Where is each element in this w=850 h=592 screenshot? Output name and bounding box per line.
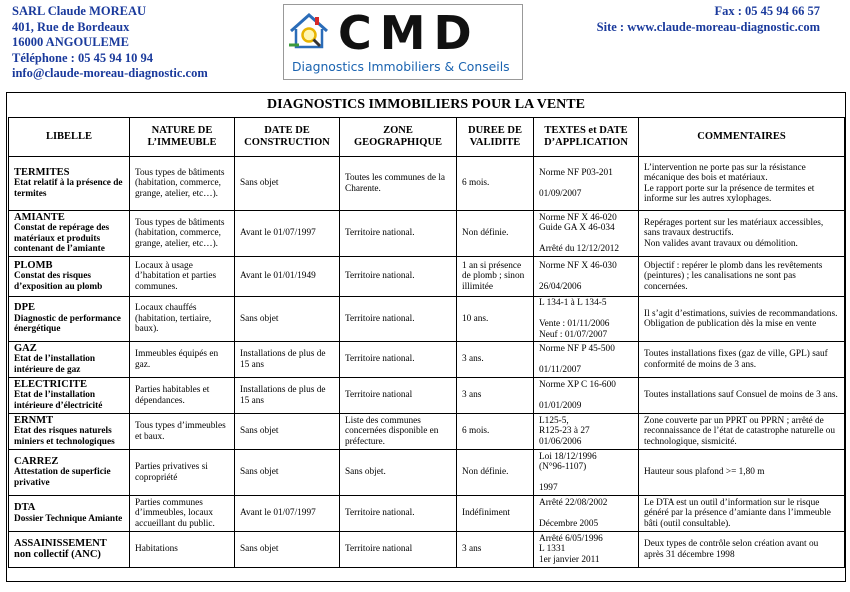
nature-text: Tous types de bâtiments (habitation, commerce, grange, atelier, etc…). xyxy=(135,217,225,249)
company-email: info@claude-moreau-diagnostic.com xyxy=(12,66,208,80)
comments-cell xyxy=(639,496,845,532)
commentaires-text: Hauteur sous plafond >= 1,80 m xyxy=(644,467,765,478)
construction-date-cell xyxy=(235,257,340,297)
building-type-cell xyxy=(130,496,235,532)
date-text: Avant le 01/07/1997 xyxy=(240,508,316,519)
diagnostic-label-cell xyxy=(9,414,130,450)
validity-cell xyxy=(457,378,534,414)
company-fax-site xyxy=(597,4,820,35)
diagnostics-table xyxy=(8,117,845,568)
validity-cell xyxy=(457,257,534,297)
company-name: SARL Claude MOREAU xyxy=(12,4,147,18)
diagnostic-name: DTA xyxy=(14,502,36,513)
duree-text: Non définie. xyxy=(462,467,509,478)
diagnostic-label-cell xyxy=(9,211,130,257)
nature-text: Tous types de bâtiments (habitation, commerce, grange, atelier, etc…). xyxy=(135,167,225,199)
comments-cell xyxy=(639,342,845,378)
legal-texts-cell xyxy=(534,257,639,297)
duree-text: Non définie. xyxy=(462,228,509,239)
date-text: Sans objet xyxy=(240,544,279,555)
date-text: Avant le 01/07/1997 xyxy=(240,228,316,239)
column-header: DUREE DE VALIDITE xyxy=(457,118,534,157)
validity-cell xyxy=(457,532,534,568)
company-website: Site : www.claude-moreau-diagnostic.com xyxy=(596,19,820,34)
validity-cell xyxy=(457,211,534,257)
legal-texts-cell xyxy=(534,496,639,532)
construction-date-cell xyxy=(235,496,340,532)
building-type-cell xyxy=(130,450,235,496)
nature-text: Parties privatives si copropriété xyxy=(135,462,208,483)
construction-date-cell xyxy=(235,378,340,414)
column-header: TEXTES et DATE D’APPLICATION xyxy=(534,118,639,157)
commentaires-text: Zone couverte par un PPRT ou PPRN ; arrêté de reconnaissance de l’état de catastrophe naturelle ou technologique, sismicité. xyxy=(644,415,836,447)
comments-cell xyxy=(639,378,845,414)
commentaires-text: L’intervention ne porte pas sur la résistance mécanique des bois et matériaux. Le rapport porte sur la présence de termites et informe sur les autres xylophages. xyxy=(644,162,815,204)
diagnostic-description: Etat de l’installation intérieure d’électricité xyxy=(14,390,103,411)
legal-texts-cell xyxy=(534,414,639,450)
diagnostic-label-cell xyxy=(9,532,130,568)
nature-text: Locaux à usage d’habitation et parties communes. xyxy=(135,260,217,292)
diagnostic-name: ERNMT xyxy=(14,414,54,426)
table-row xyxy=(9,157,845,211)
geographic-zone-cell xyxy=(340,211,457,257)
diagnostic-description: Etat de l’installation intérieure de gaz xyxy=(14,354,96,375)
commentaires-text: Toutes installations fixes (gaz de ville, GPL) sauf conformité de moins de 3 ans. xyxy=(644,349,828,370)
date-text: Sans objet xyxy=(240,467,279,478)
construction-date-cell xyxy=(235,450,340,496)
table-row xyxy=(9,378,845,414)
table-row xyxy=(9,496,845,532)
company-logo xyxy=(283,4,523,80)
house-magnifier-icon xyxy=(288,9,334,53)
legal-texts-cell xyxy=(534,342,639,378)
legal-texts-cell xyxy=(534,211,639,257)
textes-text: Loi 18/12/1996 (N°96-1107) 1997 xyxy=(539,451,597,493)
table-header-row xyxy=(9,118,845,157)
comments-cell xyxy=(639,414,845,450)
diagnostic-label-cell xyxy=(9,450,130,496)
textes-text: Norme NF X 46-020 Guide GA X 46-034 Arrêté du 12/12/2012 xyxy=(539,212,620,254)
date-text: Sans objet xyxy=(240,426,279,437)
commentaires-text: Il s’agit d’estimations, suivies de recommandations. Obligation de publication dès la mise en vente xyxy=(644,308,838,329)
duree-text: 1 an si présence de plomb ; sinon illimitée xyxy=(462,260,525,292)
construction-date-cell xyxy=(235,157,340,211)
building-type-cell xyxy=(130,342,235,378)
textes-text: Norme XP C 16-600 01/01/2009 xyxy=(539,379,616,411)
geographic-zone-cell xyxy=(340,342,457,378)
duree-text: 3 ans xyxy=(462,390,482,401)
date-text: Sans objet xyxy=(240,313,279,324)
commentaires-text: Deux types de contrôle selon création avant ou après 31 décembre 1998 xyxy=(644,539,819,560)
legal-texts-cell xyxy=(534,532,639,568)
nature-text: Tous types d’immeubles et baux. xyxy=(135,421,226,442)
validity-cell xyxy=(457,342,534,378)
validity-cell xyxy=(457,157,534,211)
nature-text: Immeubles équipés en gaz. xyxy=(135,349,219,370)
diagnostic-label-cell xyxy=(9,496,130,532)
table-row xyxy=(9,342,845,378)
company-fax: Fax : 05 45 94 66 57 xyxy=(714,4,820,18)
table-row xyxy=(9,450,845,496)
date-text: Avant le 01/01/1949 xyxy=(240,271,316,282)
textes-text: Arrêté 6/05/1996 L 1331 1er janvier 2011 xyxy=(539,533,603,565)
building-type-cell xyxy=(130,157,235,211)
diagnostic-description: Constat de repérage des matériaux et produits contenant de l’amiante xyxy=(14,223,110,254)
zone-text: Territoire national. xyxy=(345,228,415,239)
diagnostic-name: PLOMB xyxy=(14,259,53,271)
zone-text: Sans objet. xyxy=(345,467,386,478)
textes-text: L125-5, R125-23 à 27 01/06/2006 xyxy=(539,415,590,447)
validity-cell xyxy=(457,297,534,342)
zone-text: Toutes les communes de la Charente. xyxy=(345,173,446,194)
geographic-zone-cell xyxy=(340,297,457,342)
diagnostic-description: Etat des risques naturels miniers et technologiques xyxy=(14,426,115,447)
duree-text: 3 ans. xyxy=(462,354,484,365)
diagnostic-name: CARREZ xyxy=(14,455,59,467)
zone-text: Territoire national. xyxy=(345,313,415,324)
comments-cell xyxy=(639,257,845,297)
validity-cell xyxy=(457,414,534,450)
textes-text: L 134-1 à L 134-5 Vente : 01/11/2006 Neuf : 01/07/2007 xyxy=(539,298,610,340)
company-street: 401, Rue de Bordeaux xyxy=(12,19,130,34)
zone-text: Territoire national xyxy=(345,390,413,401)
zone-text: Territoire national. xyxy=(345,354,415,365)
building-type-cell xyxy=(130,532,235,568)
diagnostic-name: DPE xyxy=(14,302,35,314)
diagnostic-description: Diagnostic de performance énergétique xyxy=(14,313,121,335)
geographic-zone-cell xyxy=(340,414,457,450)
diagnostic-description: Attestation de superficie privative xyxy=(14,467,111,488)
building-type-cell xyxy=(130,211,235,257)
diagnostic-description: Dossier Technique Amiante xyxy=(14,513,123,524)
comments-cell xyxy=(639,157,845,211)
table-row xyxy=(9,532,845,568)
duree-text: 6 mois. xyxy=(462,178,490,189)
table-row xyxy=(9,297,845,342)
building-type-cell xyxy=(130,378,235,414)
textes-text: Arrêté 22/08/2002 Décembre 2005 xyxy=(539,497,608,529)
diagnostic-name: AMIANTE xyxy=(14,211,65,223)
commentaires-text: Objectif : repérer le plomb dans les revêtements (peintures) ; les canalisations ne sont pas concernées. xyxy=(644,260,823,292)
zone-text: Liste des communes concernées disponible en préfecture. xyxy=(345,415,439,447)
page-title: DIAGNOSTICS IMMOBILIERS POUR LA VENTE xyxy=(267,97,585,112)
textes-text: Norme NF X 46-030 26/04/2006 xyxy=(539,260,617,292)
diagnostic-label-cell xyxy=(9,257,130,297)
column-header: DATE DE CONSTRUCTION xyxy=(235,118,340,157)
nature-text: Parties communes d’immeubles, locaux accueillant du public. xyxy=(135,497,215,529)
geographic-zone-cell xyxy=(340,496,457,532)
date-text: Sans objet xyxy=(240,178,279,189)
building-type-cell xyxy=(130,257,235,297)
textes-text: Norme NF P03-201 01/09/2007 xyxy=(539,167,613,199)
nature-text: Parties habitables et dépendances. xyxy=(135,385,210,406)
table-row xyxy=(9,257,845,297)
comments-cell xyxy=(639,211,845,257)
diagnostic-name: GAZ xyxy=(14,342,37,354)
construction-date-cell xyxy=(235,211,340,257)
commentaires-text: Toutes installations sauf Consuel de moins de 3 ans. xyxy=(644,390,838,401)
construction-date-cell xyxy=(235,297,340,342)
zone-text: Territoire national xyxy=(345,544,413,555)
duree-text: 6 mois. xyxy=(462,426,490,437)
column-header: ZONE GEOGRAPHIQUE xyxy=(340,118,457,157)
column-header: COMMENTAIRES xyxy=(639,118,845,157)
construction-date-cell xyxy=(235,532,340,568)
nature-text: Habitations xyxy=(135,544,178,555)
date-text: Installations de plus de 15 ans xyxy=(240,385,326,406)
nature-text: Locaux chauffés (habitation, tertiaire, baux). xyxy=(135,303,212,335)
geographic-zone-cell xyxy=(340,450,457,496)
diagnostic-label-cell xyxy=(9,378,130,414)
duree-text: Indéfiniment xyxy=(462,508,511,519)
geographic-zone-cell xyxy=(340,378,457,414)
diagnostic-name: ELECTRICITE xyxy=(14,378,87,390)
commentaires-text: Repérages portent sur les matériaux accessibles, sans travaux destructifs. Non valides avant travaux ou démolition. xyxy=(644,217,824,249)
legal-texts-cell xyxy=(534,157,639,211)
table-row xyxy=(9,414,845,450)
building-type-cell xyxy=(130,297,235,342)
textes-text: Norme NF P 45-500 01/11/2007 xyxy=(539,343,615,375)
legal-texts-cell xyxy=(534,297,639,342)
company-city: 16000 ANGOULEME xyxy=(12,35,130,49)
diagnostic-description: Constat des risques d’exposition au plomb xyxy=(14,271,103,292)
geographic-zone-cell xyxy=(340,257,457,297)
validity-cell xyxy=(457,450,534,496)
construction-date-cell xyxy=(235,342,340,378)
date-text: Installations de plus de 15 ans xyxy=(240,349,326,370)
comments-cell xyxy=(639,450,845,496)
diagnostic-name: ASSAINISSEMENT non collectif (ANC) xyxy=(14,538,107,560)
zone-text: Territoire national. xyxy=(345,508,415,519)
diagnostic-description: Etat relatif à la présence de termites xyxy=(14,178,123,199)
diagnostics-table-frame xyxy=(6,92,846,582)
comments-cell xyxy=(639,532,845,568)
logo-tagline: Diagnostics Immobiliers & Conseils xyxy=(292,59,510,74)
validity-cell xyxy=(457,496,534,532)
commentaires-text: Le DTA est un outil d’information sur le risque généré par la présence d’amiante dans l’immeuble bâti (outil consultable). xyxy=(644,497,831,529)
legal-texts-cell xyxy=(534,378,639,414)
diagnostic-name: TERMITES xyxy=(14,166,70,178)
diagnostic-label-cell xyxy=(9,297,130,342)
duree-text: 3 ans xyxy=(462,544,482,555)
table-row xyxy=(9,211,845,257)
zone-text: Territoire national. xyxy=(345,271,415,282)
logo-letters: CMD xyxy=(338,6,480,60)
diagnostic-label-cell xyxy=(9,342,130,378)
building-type-cell xyxy=(130,414,235,450)
construction-date-cell xyxy=(235,414,340,450)
legal-texts-cell xyxy=(534,450,639,496)
column-header: NATURE DE L’IMMEUBLE xyxy=(130,118,235,157)
diagnostic-label-cell xyxy=(9,157,130,211)
column-header: LIBELLE xyxy=(9,118,130,157)
company-phone: Téléphone : 05 45 94 10 94 xyxy=(12,50,153,65)
duree-text: 10 ans. xyxy=(462,313,489,324)
geographic-zone-cell xyxy=(340,157,457,211)
company-contact xyxy=(12,4,208,82)
comments-cell xyxy=(639,297,845,342)
geographic-zone-cell xyxy=(340,532,457,568)
